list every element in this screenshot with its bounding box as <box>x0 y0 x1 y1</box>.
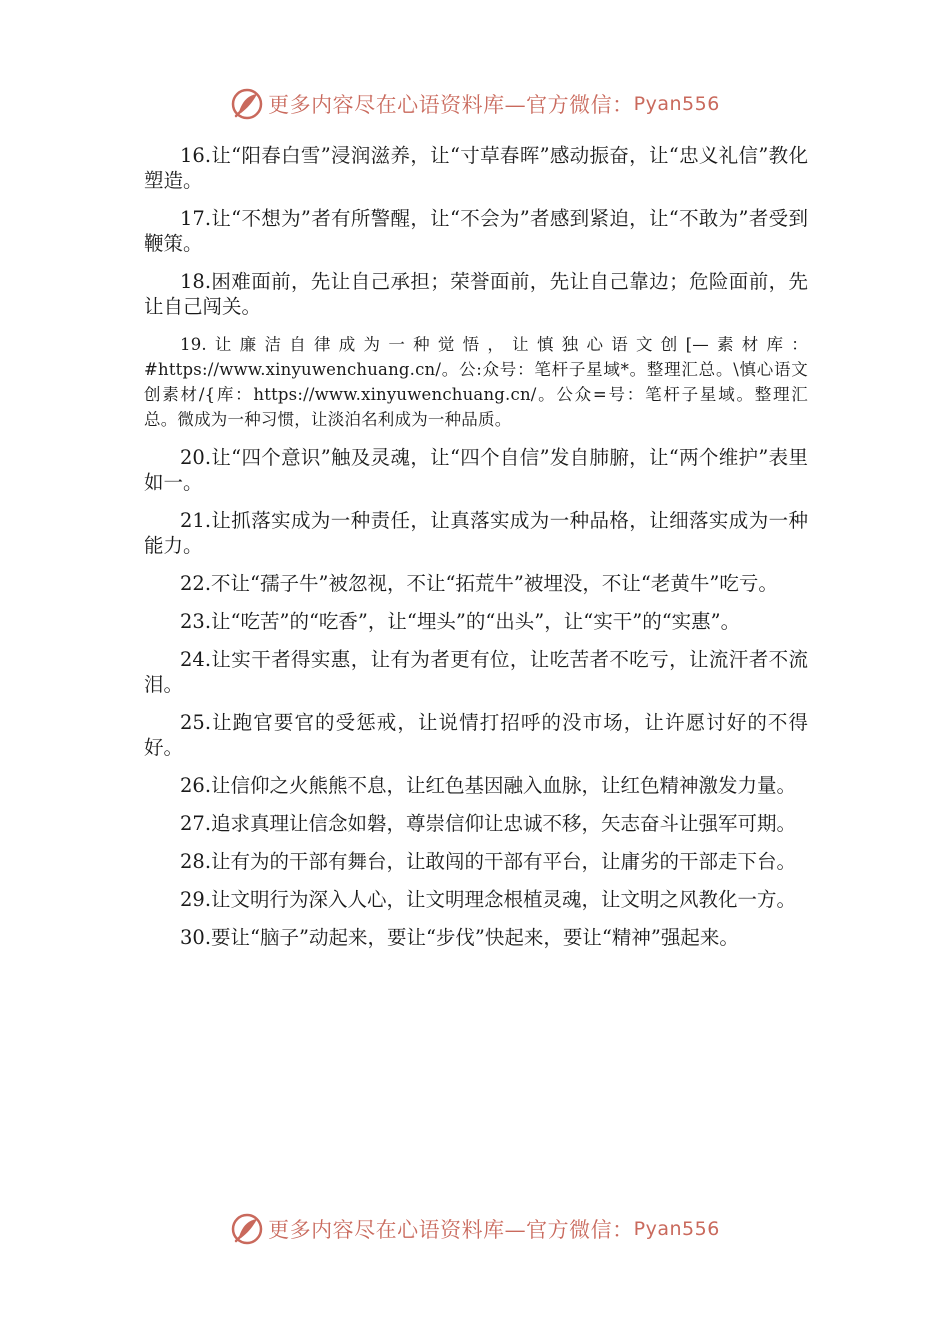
paragraph-23: 23.让“吃苦”的“吃香”，让“埋头”的“出头”，让“实干”的“实惠”。 <box>180 610 741 633</box>
paragraph-20: 20.让“四个意识”触及灵魂，让“四个自信”发自肺腑，让“两个维护”表里如一。 <box>144 446 808 494</box>
paragraph-17: 17.让“不想为”者有所警醒，让“不会为”者感到紧迫，让“不敢为”者受到鞭策。 <box>144 207 808 255</box>
paragraph-24: 24.让实干者得实惠，让有为者更有位，让吃苦者不吃亏，让流汗者不流泪。 <box>144 648 808 696</box>
paragraph-28: 28.让有为的干部有舞台，让敢闯的干部有平台，让庸劣的干部走下台。 <box>180 850 797 873</box>
logo-icon <box>230 87 264 121</box>
wechat-id: Pyan556 <box>633 93 720 115</box>
paragraph-30: 30.要让“脑子”动起来，要让“步伐”快起来，要让“精神”强起来。 <box>180 926 739 949</box>
paragraph-16: 16.让“阳春白雪”浸润滋养，让“寸草春晖”感动振奋，让“忠义礼信”教化塑造。 <box>144 144 808 192</box>
paragraph-29: 29.让文明行为深入人心，让文明理念根植灵魂，让文明之风教化一方。 <box>180 888 797 911</box>
paragraph-25: 25.让跑官要官的受惩戒，让说情打招呼的没市场，让许愿讨好的不得好。 <box>144 711 808 759</box>
paragraph-19: 19.让廉洁自律成为一种觉悟，让慎独心语文创[—素材库：#https://www.xinyuwenchuang.cn/。公:众号：笔杆子星域*。整理汇总。\慎心语文创素材/{库：https://www.xinyuwenchuang.cn/。公众=号：笔杆子星域。整理汇总。微成为一种习惯，让淡泊名利成为一种品质。 <box>144 335 808 429</box>
paragraph-21: 21.让抓落实成为一种责任，让真落实成为一种品格，让细落实成为一种能力。 <box>144 509 808 557</box>
header-banner <box>0 84 950 124</box>
banner-text: 更多内容尽在心语资料库—官方微信： <box>268 1218 634 1242</box>
paragraph-26: 26.让信仰之火熊熊不息，让红色基因融入血脉，让红色精神激发力量。 <box>180 774 797 797</box>
logo-icon <box>230 1212 264 1246</box>
footer-banner <box>0 1209 950 1249</box>
document-body <box>144 143 808 963</box>
banner-text: 更多内容尽在心语资料库—官方微信： <box>268 93 634 117</box>
paragraph-22: 22.不让“孺子牛”被忽视，不让“拓荒牛”被埋没，不让“老黄牛”吃亏。 <box>180 572 778 595</box>
wechat-id: Pyan556 <box>633 1218 720 1240</box>
paragraph-27: 27.追求真理让信念如磐，尊崇信仰让忠诚不移，矢志奋斗让强军可期。 <box>180 812 797 835</box>
paragraph-18: 18.困难面前，先让自己承担；荣誉面前，先让自己靠边；危险面前，先让自己闯关。 <box>144 270 808 318</box>
